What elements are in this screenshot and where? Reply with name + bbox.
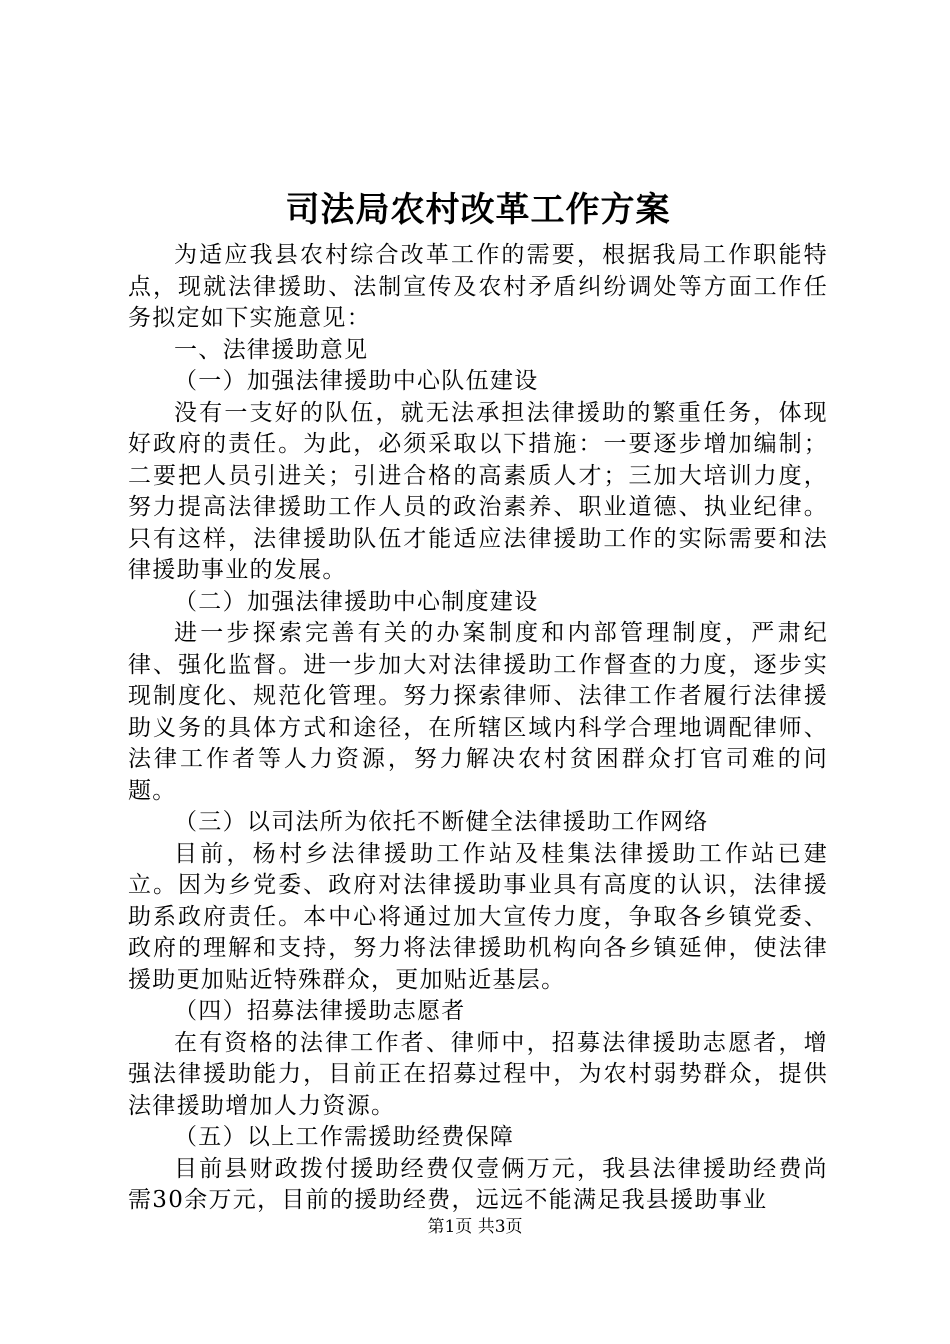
document-body — [128, 240, 828, 1217]
paragraph-funding: 目前县财政拨付援助经费仅壹俩万元，我县法律援助经费尚需30余万元，目前的援助经费，远远不能满足我县援助事业 — [128, 1155, 828, 1213]
paragraph-network: 目前，杨村乡法律援助工作站及桂集法律援助工作站已建立。因为乡党委、政府对法律援助事业具有高度的认识，法律援助系政府责任。本中心将通过加大宣传力度，争取各乡镇党委、政府的理解和支持，努力将法律援助机构向各乡镇延伸，使法律援助更加贴近特殊群众，更加贴近基层。 — [128, 840, 828, 993]
subsection-heading-5: （五）以上工作需援助经费保障 — [174, 1124, 515, 1150]
subsection-heading-3: （三）以司法所为依托不断健全法律援助工作网络 — [174, 809, 709, 835]
paragraph-volunteers: 在有资格的法律工作者、律师中，招募法律援助志愿者，增强法律援助能力，目前正在招募过程中，为农村弱势群众，提供法律援助增加人力资源。 — [128, 1029, 828, 1119]
subsection-heading-2: （二）加强法律援助中心制度建设 — [174, 588, 539, 615]
page-number-footer: 第1页 共3页 — [427, 1217, 523, 1237]
subsection-heading-1: （一）加强法律援助中心队伍建设 — [174, 368, 539, 394]
subsection-heading-4: （四）招募法律援助志愿者 — [174, 998, 466, 1024]
document-title: 司法局农村改革工作方案 — [285, 190, 671, 230]
paragraph-team-building: 没有一支好的队伍，就无法承担法律援助的繁重任务，体现好政府的责任。为此，必须采取以下措施：一要逐步增加编制；二要把人员引进关；引进合格的高素质人才；三加大培训力度，努力提高法律援助工作人员的政治素养、职业道德、执业纪律。只有这样，法律援助队伍才能适应法律援助工作的实际需要和法律援助事业的发展。 — [128, 399, 828, 583]
document-page — [128, 182, 828, 1217]
section-heading-legal-aid: 一、法律援助意见 — [174, 336, 369, 363]
paragraph-system-building: 进一步探索完善有关的办案制度和内部管理制度，严肃纪律、强化监督。进一步加大对法律援助工作督查的力度，逐步实现制度化、规范化管理。努力探索律师、法律工作者履行法律援助义务的具体方式和途径，在所辖区域内科学合理地调配律师、法律工作者等人力资源，努力解决农村贫困群众打官司难的问题。 — [128, 620, 828, 804]
intro-paragraph: 为适应我县农村综合改革工作的需要，根据我局工作职能特点，现就法律援助、法制宣传及农村矛盾纠纷调处等方面工作任务拟定如下实施意见： — [128, 242, 828, 331]
